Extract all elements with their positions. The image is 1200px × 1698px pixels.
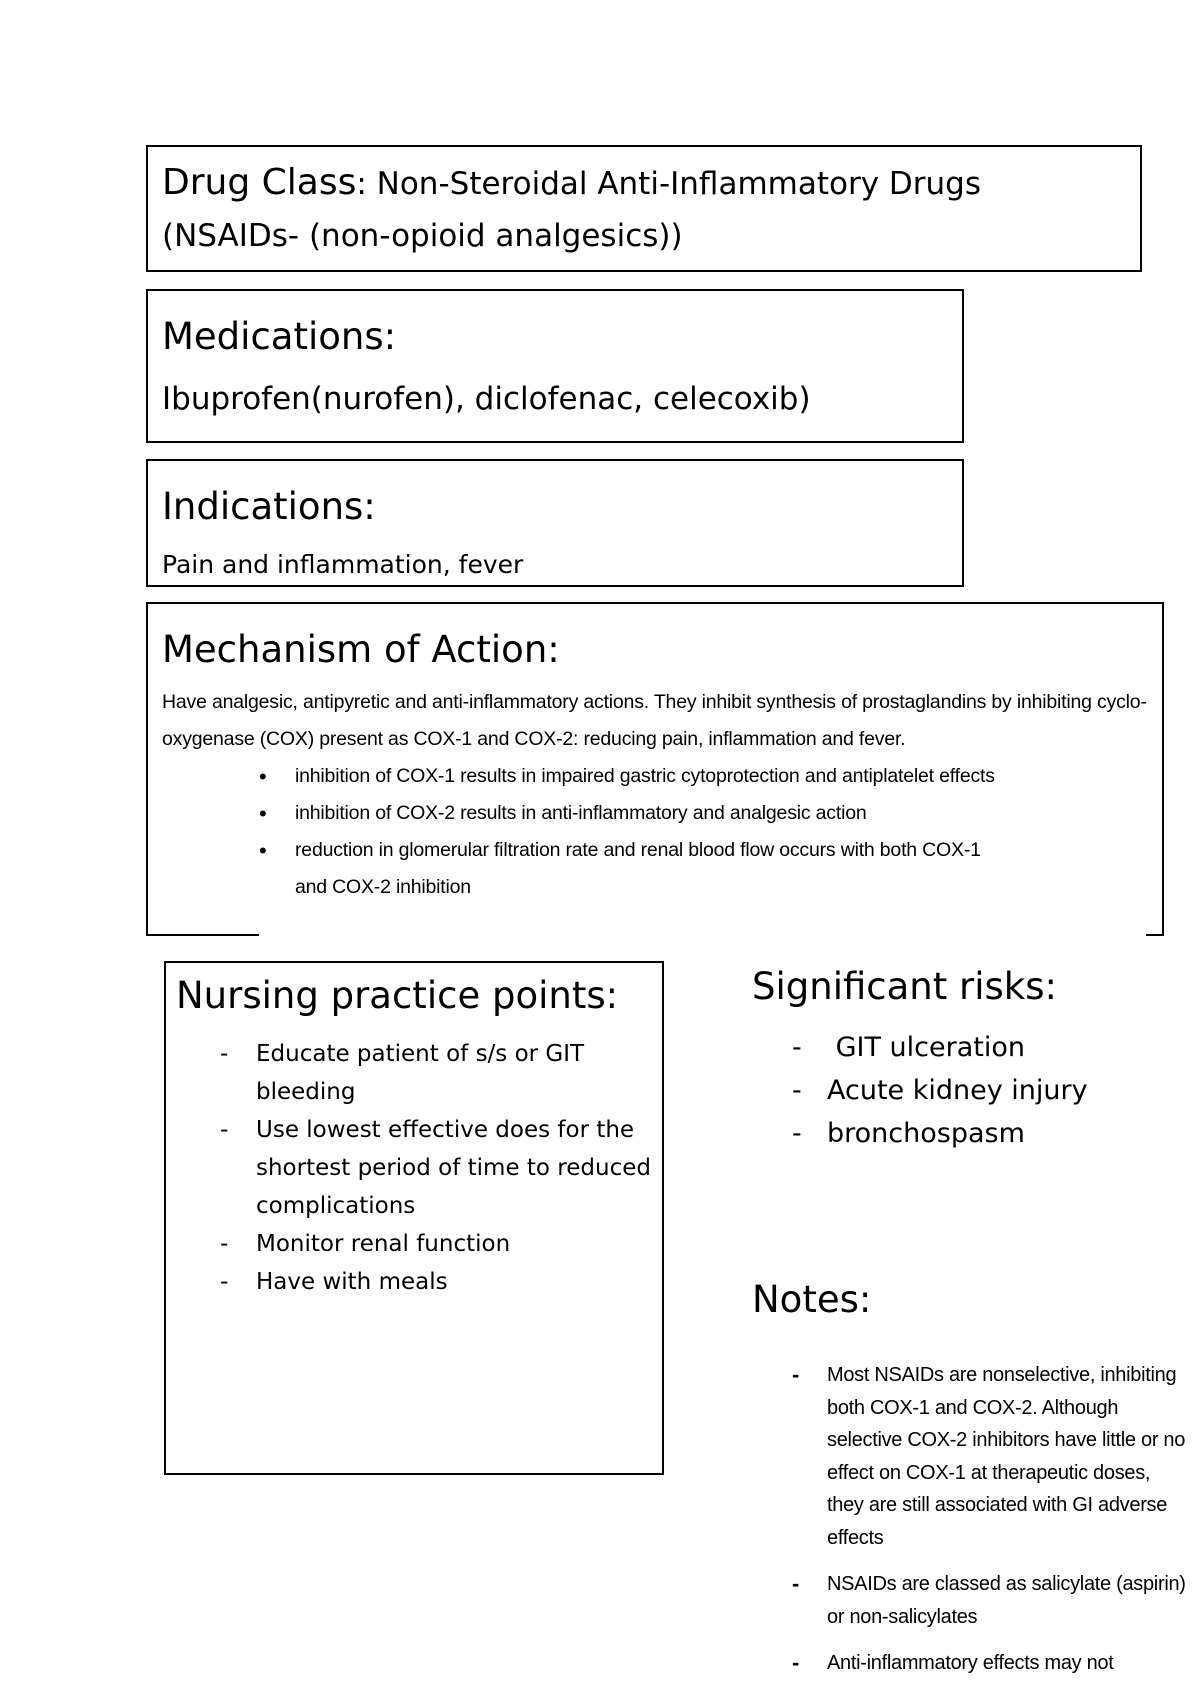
risk-item bbox=[752, 1069, 1172, 1112]
risk-item-text: GIT ulceration bbox=[827, 1032, 1025, 1063]
drug-class-line bbox=[162, 157, 1126, 210]
notes-heading: Notes: bbox=[752, 1278, 872, 1321]
note-item bbox=[752, 1359, 1192, 1554]
nursing-box bbox=[164, 961, 664, 1475]
nursing-list bbox=[176, 1035, 652, 1301]
drug-class-box bbox=[146, 145, 1142, 272]
risk-item bbox=[752, 1112, 1172, 1155]
mechanism-box bbox=[146, 602, 1164, 936]
risks-heading: Significant risks: bbox=[752, 965, 1057, 1008]
mechanism-body: Have analgesic, antipyretic and anti-inflammatory actions. They inhibit synthesis of prostaglandins by inhibiting cyclo-oxygenase (COX) present as COX-1 and COX-2: reducing pain, inflammation and fever. bbox=[162, 691, 1147, 750]
indications-heading: Indications: bbox=[162, 485, 376, 528]
dash-icon: - bbox=[792, 1032, 802, 1063]
medications-heading: Medications: bbox=[162, 315, 397, 358]
notes-section bbox=[752, 1275, 1192, 1694]
medications-body: Ibuprofen(nurofen), diclofenac, celecoxib) bbox=[162, 381, 811, 417]
risk-item-text: bronchospasm bbox=[827, 1118, 1025, 1149]
dash-icon: - bbox=[792, 1571, 800, 1596]
nursing-item-text: Use lowest effective does for the shortest period of time to reduced complications bbox=[256, 1117, 651, 1219]
note-item-text: NSAIDs are classed as salicylate (aspirin) or non-salicylates bbox=[827, 1573, 1186, 1628]
mechanism-heading: Mechanism of Action: bbox=[162, 628, 560, 671]
mechanism-bullet-text: reduction in glomerular filtration rate and renal blood flow occurs with both COX-1 bbox=[295, 839, 981, 861]
drug-class-value-line1: Non-Steroidal Anti-Inflammatory Drugs bbox=[366, 166, 981, 202]
drug-class-label: Drug Class bbox=[162, 162, 357, 203]
dash-icon: - bbox=[792, 1362, 800, 1387]
indications-box bbox=[146, 459, 964, 587]
dash-icon: - bbox=[220, 1041, 229, 1067]
nursing-item-text: Have with meals bbox=[256, 1269, 448, 1295]
nursing-item bbox=[176, 1111, 652, 1225]
drug-class-colon: : bbox=[356, 166, 367, 202]
medications-box bbox=[146, 289, 964, 443]
note-item-text: Most NSAIDs are nonselective, inhibiting both COX-1 and COX-2. Although selective COX-2 inhibitors have little or no effect on COX-1 at therapeutic doses, they are still associated with GI adverse effects bbox=[827, 1364, 1186, 1549]
nursing-item bbox=[176, 1035, 652, 1111]
notes-list bbox=[752, 1359, 1192, 1680]
mechanism-bullet-item bbox=[259, 832, 1148, 869]
bullet-icon: • bbox=[259, 838, 267, 863]
note-item bbox=[752, 1647, 1192, 1680]
bullet-icon: • bbox=[259, 801, 267, 826]
bullet-icon: • bbox=[259, 764, 267, 789]
nursing-heading: Nursing practice points: bbox=[176, 974, 619, 1017]
risk-item-text: Acute kidney injury bbox=[827, 1075, 1088, 1106]
dash-icon: - bbox=[792, 1650, 800, 1675]
nursing-item bbox=[176, 1225, 652, 1263]
dash-icon: - bbox=[220, 1117, 229, 1143]
risks-section bbox=[752, 960, 1172, 1155]
dash-icon: - bbox=[220, 1231, 229, 1257]
note-item bbox=[752, 1568, 1192, 1633]
note-item-text: Anti-inflammatory effects may not bbox=[827, 1652, 1114, 1674]
mechanism-box-bottom-border-right bbox=[1146, 934, 1164, 936]
nursing-item-text: Monitor renal function bbox=[256, 1231, 511, 1257]
dash-icon: - bbox=[792, 1118, 802, 1149]
drug-class-value-line2: (NSAIDs- (non-opioid analgesics)) bbox=[162, 218, 683, 254]
nursing-item-text: Educate patient of s/s or GIT bleeding bbox=[256, 1041, 585, 1105]
mechanism-box-bottom-border-left bbox=[146, 934, 259, 936]
nursing-item bbox=[176, 1263, 652, 1301]
mechanism-bullet-item bbox=[259, 758, 1148, 795]
indications-body: Pain and inflammation, fever bbox=[162, 550, 524, 579]
mechanism-bullet-text: inhibition of COX-1 results in impaired gastric cytoprotection and antiplatelet effects bbox=[295, 765, 995, 787]
mechanism-bullet-item bbox=[259, 795, 1148, 832]
risks-list bbox=[752, 1026, 1172, 1155]
mechanism-bullet-continuation bbox=[295, 869, 1148, 906]
risk-item bbox=[752, 1026, 1172, 1069]
mechanism-bullet-list bbox=[162, 758, 1148, 906]
mechanism-bullet-text: inhibition of COX-2 results in anti-inflammatory and analgesic action bbox=[295, 802, 867, 824]
dash-icon: - bbox=[792, 1075, 802, 1106]
dash-icon: - bbox=[220, 1269, 229, 1295]
mechanism-bullet-text: and COX-2 inhibition bbox=[295, 876, 471, 898]
